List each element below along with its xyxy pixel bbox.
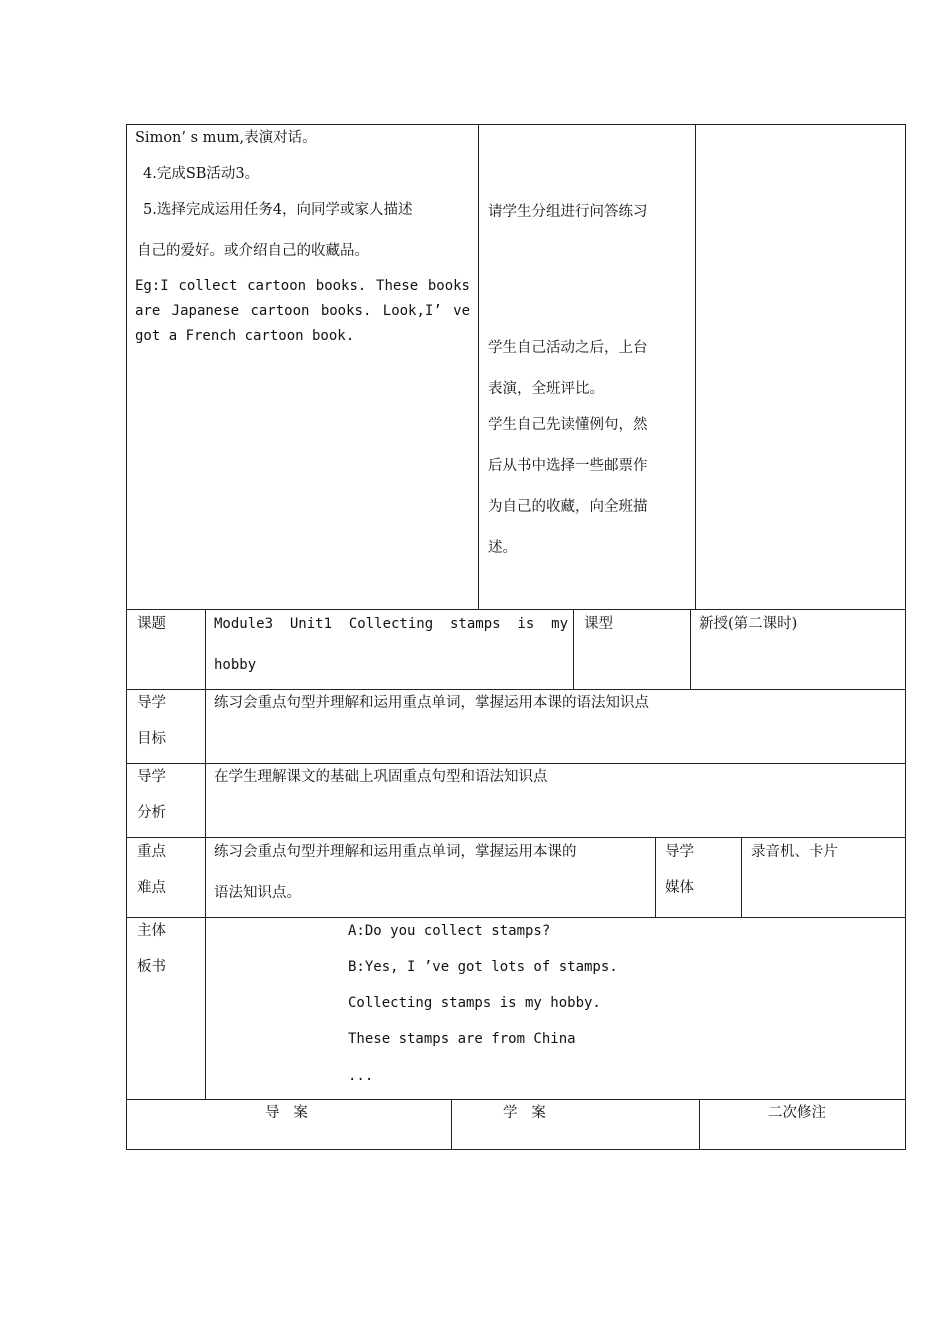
left-line-2: 4.完成SB活动3。	[143, 166, 260, 182]
footer-col-revision: 二次修注	[768, 1105, 826, 1121]
media-value: 录音机、卡片	[751, 844, 838, 860]
left-line-4: 自己的爱好。或介绍自己的收藏品。	[137, 243, 369, 259]
board-line-4: These stamps are from China	[348, 1031, 576, 1047]
example-text: Eg:I collect cartoon books. These books are Japanese cartoon books. Look,I’ ve got a French cartoon book.	[135, 278, 470, 344]
board-line-5: ...	[348, 1068, 374, 1084]
activity-divider-2	[695, 124, 696, 610]
board-line-3: Collecting stamps is my hobby.	[348, 995, 601, 1011]
key-value-1: 练习会重点句型并理解和运用重点单词，掌握运用本课的	[214, 844, 577, 860]
board-line-2: B:Yes, I ’ve got lots of stamps.	[348, 959, 618, 975]
mid-line-4: 学生自己先读懂例句，然	[488, 417, 648, 433]
mid-line-5: 后从书中选择一些邮票作	[488, 458, 648, 474]
mid-line-6: 为自己的收藏，向全班描	[488, 499, 648, 515]
key-row-divider-2	[741, 837, 742, 917]
goal-value: 练习会重点句型并理解和运用重点单词，掌握运用本课的语法知识点	[214, 695, 649, 711]
analysis-label-2: 分析	[137, 805, 166, 821]
board-label-1: 主体	[137, 923, 166, 939]
title-row-divider-1	[573, 609, 574, 689]
lesson-title-line-1: Module3 Unit1 Collecting stamps is my	[214, 616, 569, 632]
type-label: 课型	[584, 616, 613, 632]
media-label-2: 媒体	[665, 880, 694, 896]
title-label: 课题	[137, 616, 166, 632]
row-divider-2	[126, 763, 906, 764]
mid-line-7: 述。	[488, 540, 517, 556]
footer-divider-1	[451, 1099, 452, 1150]
row-divider-1	[126, 689, 906, 690]
row-divider-3	[126, 837, 906, 838]
type-value: 新授(第二课时)	[699, 616, 798, 632]
key-row-divider-1	[655, 837, 656, 917]
left-line-1: Simon’ s mum,表演对话。	[135, 130, 317, 146]
media-label-1: 导学	[665, 844, 694, 860]
goal-label-2: 目标	[137, 731, 166, 747]
lesson-label-divider	[205, 609, 206, 1100]
key-label-2: 难点	[137, 880, 166, 896]
footer-col-study: 学 案	[503, 1105, 546, 1121]
analysis-value: 在学生理解课文的基础上巩固重点句型和语法知识点	[214, 769, 548, 785]
board-line-1: A:Do you collect stamps?	[348, 923, 551, 939]
footer-col-guide: 导 案	[265, 1105, 308, 1121]
goal-label-1: 导学	[137, 695, 166, 711]
mid-line-2: 学生自己活动之后，上台	[488, 340, 648, 356]
title-row-divider-2	[690, 609, 691, 689]
mid-line-3: 表演，全班评比。	[488, 381, 604, 397]
key-label-1: 重点	[137, 844, 166, 860]
board-label-2: 板书	[137, 959, 166, 975]
left-line-3: 5.选择完成运用任务4，向同学或家人描述	[143, 202, 413, 218]
footer-divider-2	[699, 1099, 700, 1150]
analysis-label-1: 导学	[137, 769, 166, 785]
lesson-title-line-2: hobby	[214, 657, 257, 673]
key-value-2: 语法知识点。	[214, 885, 301, 901]
mid-line-1: 请学生分组进行问答练习	[488, 204, 648, 220]
activity-divider-1	[478, 124, 479, 610]
row-divider-4	[126, 917, 906, 918]
